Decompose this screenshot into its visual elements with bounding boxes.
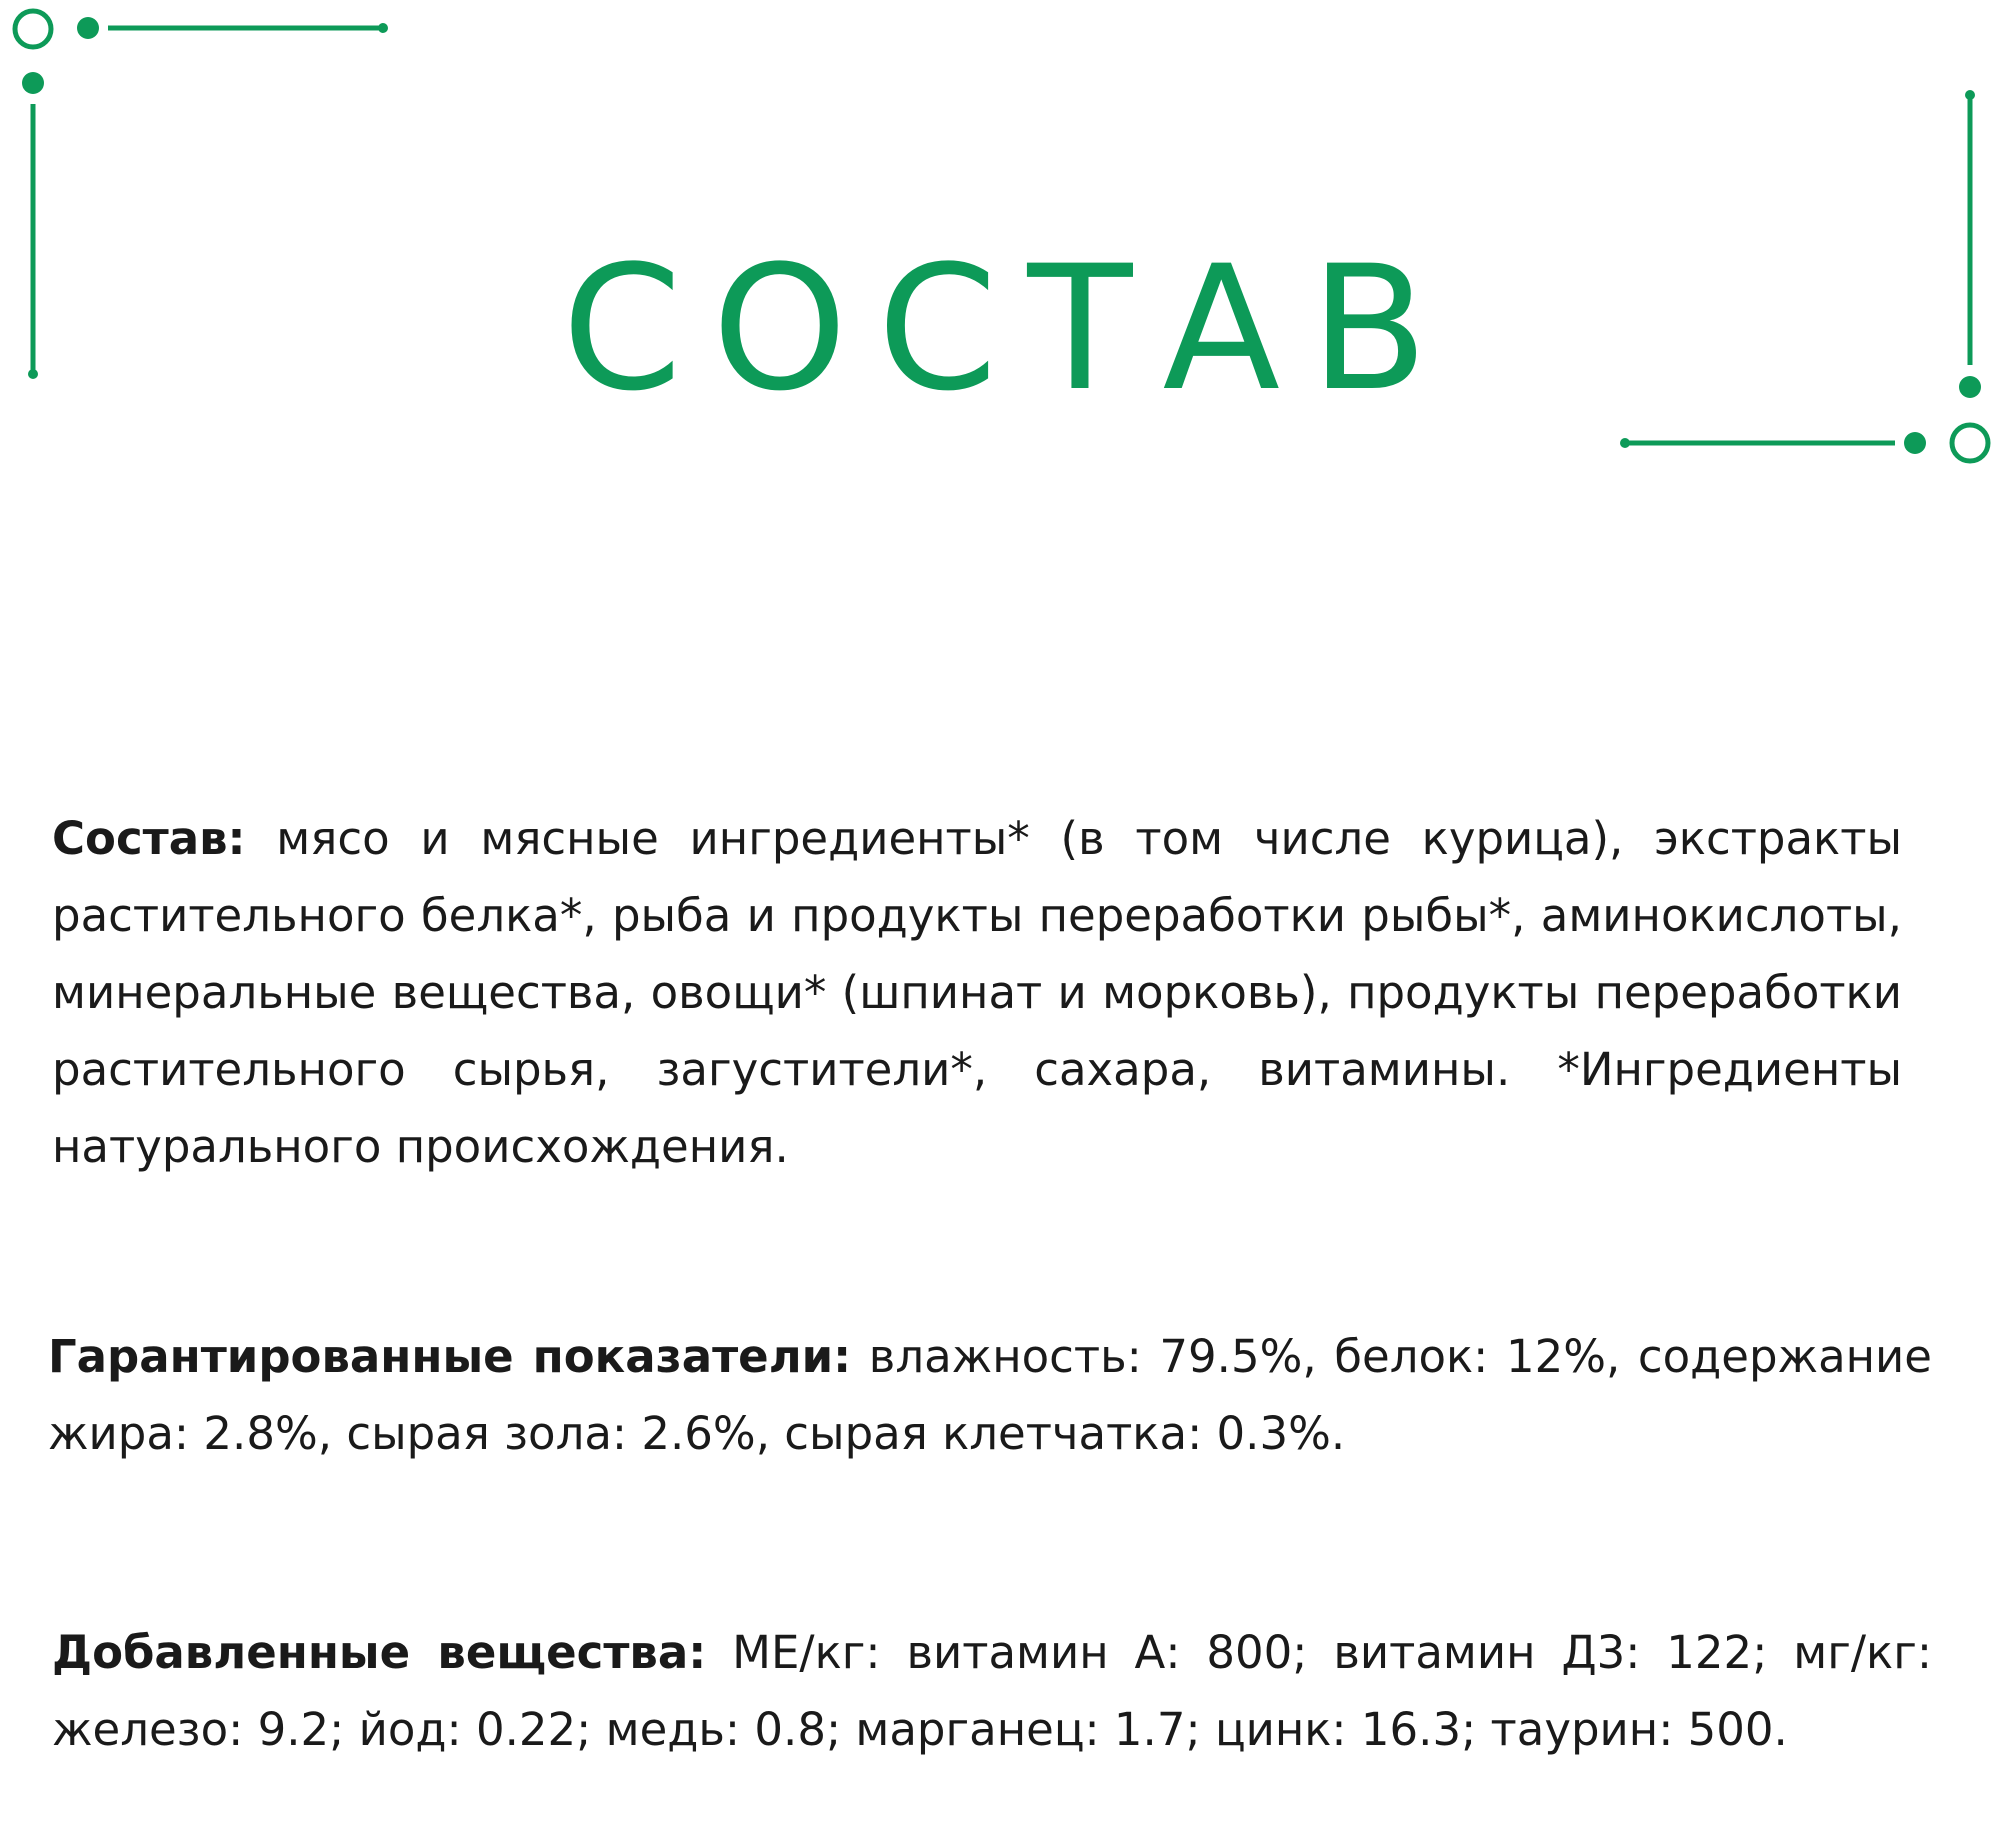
composition-text: мясо и мясные ингредиенты* (в том числе курица), экстракты растительного белка*, рыба и продукты переработки рыбы*, аминокислоты, минеральные вещества, овощи* (шпинат и морковь), продукты переработки растительного сырья, загустители*, сахара, витамины. *Ингредиенты натурального происхождения. [52,812,1902,1173]
dot-icon [1904,432,1926,454]
additives-paragraph [52,1614,1932,1768]
line-end-dot-icon [1620,438,1630,448]
line-end-dot-icon [378,23,388,33]
guaranteed-values-paragraph [48,1318,1932,1472]
composition-label: Состав: [52,812,246,865]
ring-icon [1952,425,1988,461]
additives-label: Добавленные вещества: [52,1626,707,1679]
guaranteed-values-label: Гарантированные показатели: [48,1330,852,1383]
ring-icon [15,11,51,47]
dot-icon [77,17,99,39]
composition-paragraph [52,800,1902,1185]
guaranteed-values-text: влажность: 79.5%, белок: 12%, содержание жира: 2.8%, сырая зола: 2.6%, сырая клетчатка: 0.3%. [48,1330,1932,1460]
dot-icon [22,72,44,94]
additives-text: МЕ/кг: витамин А: 800; витамин Д3: 122; мг/кг: железо: 9.2; йод: 0.22; медь: 0.8; марганец: 1.7; цинк: 16.3; таурин: 500. [52,1626,1932,1756]
page-title: СОСТАВ [561,228,1459,430]
